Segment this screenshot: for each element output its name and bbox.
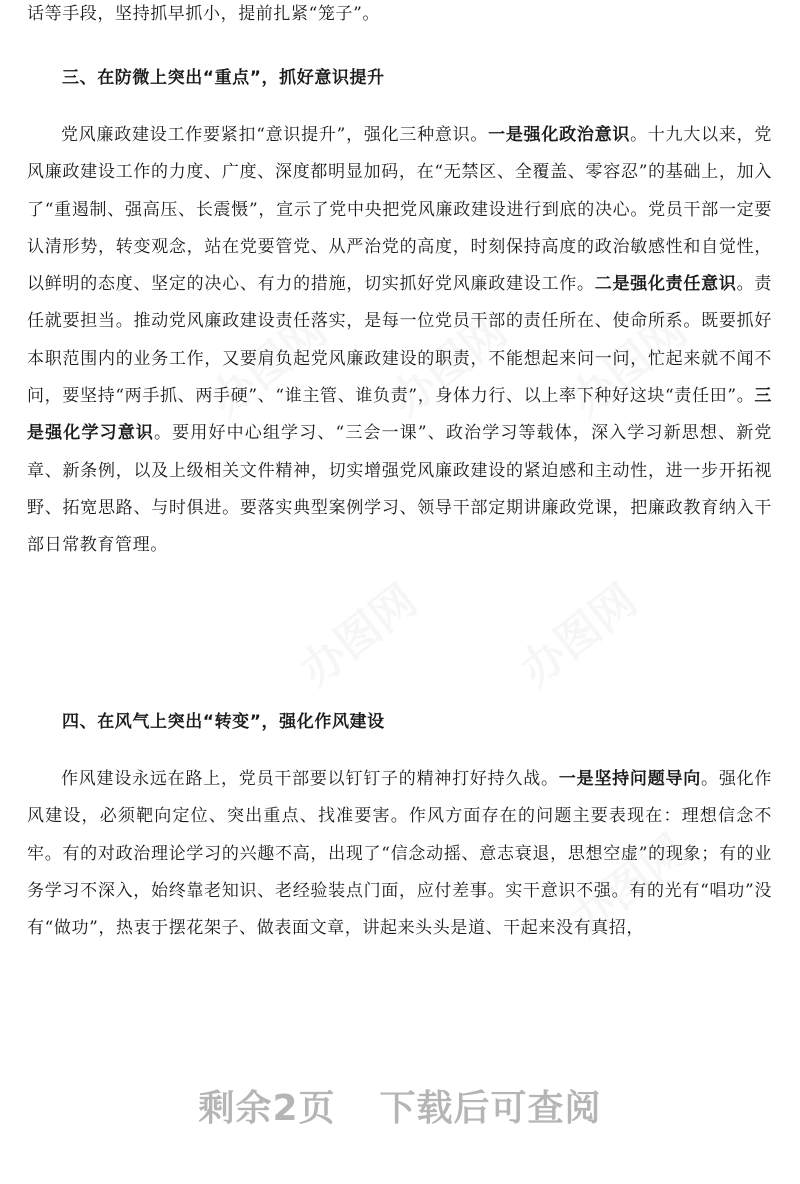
- watermark: 办图网: [561, 824, 697, 947]
- emphasis-responsibility-awareness: 二是强化责任意识: [594, 274, 737, 295]
- section-4-paragraph: 作风建设永远在路上，党员干部要以钉钉子的精神打好持久战。一是坚持问题导向。强化作风建设，必须靶向定位、突出重点、找准要害。作风方面存在的问题主要表现在：理想信念不牢。有的对政治理论学习的兴趣不高，出现了“信念动摇、意志衰退，思想空虚”的现象；有的业务学习不深入，始终靠老知识、老经验装点门面，应付差事。实干意识不强。有的光有“唱功”没有“做功”，热衷于摆花架子、做表面文章，讲起来头头是道、干起来没有真招，: [27, 769, 772, 939]
- watermark: 办图网: [201, 304, 337, 427]
- watermark: 办图网: [561, 304, 697, 427]
- download-to-read-label: 下载后可查阅: [379, 1088, 602, 1129]
- continued-paragraph: 话等手段，坚持抓早抓小，提前扎紧“笼子”。: [27, 4, 380, 24]
- emphasis-problem-oriented: 一是坚持问题导向: [558, 769, 702, 789]
- section-heading-3: 三、在防微上突出“重点”，抓好意识提升: [62, 68, 385, 88]
- watermark: 办图网: [511, 574, 647, 697]
- section-heading-4: 四、在风气上突出“转变”，强化作风建设: [62, 712, 385, 732]
- remaining-pages-label: 剩余2页: [198, 1088, 336, 1129]
- emphasis-political-awareness: 一是强化政治意识: [488, 125, 631, 145]
- watermark: 办图网: [381, 304, 517, 427]
- watermark: 办图网: [291, 574, 427, 697]
- emphasis-learning-awareness: 三是强化学习意识: [27, 386, 772, 444]
- download-prompt[interactable]: [0, 1080, 800, 1131]
- section-3-paragraph: 党风廉政建设工作要紧扣“意识提升”，强化三种意识。一是强化政治意识。十九大以来，党风廉政建设工作的力度、广度、深度都明显加码，在“无禁区、全覆盖、零容忍”的基础上，加入了“重遏制、强高压、长震慑”，宣示了党中央把党风廉政建设进行到底的决心。党员干部一定要认清形势，转变观念，站在党要管党、从严治党的高度，时刻保持高度的政治敏感性和自觉性，以鲜明的态度、坚定的决心、有力的措施，切实抓好党风廉政建设工作。二是强化责任意识。责任就要担当。推动党风廉政建设责任落实，是每一位党员干部的责任所在、使命所系。既要抓好本职范围内的业务工作，又要肩负起党风廉政建设的职责，不能想起来问一问，忙起来就不闻不问，要坚持“两手抓、两手硬”、“谁主管、谁负责”，身体力行、以上率下种好这块“责任田”。三是强化学习意识。要用好中心组学习、“三会一课”、政治学习等载体，深入学习新思想、新党章、新条例，以及上级相关文件精神，切实增强党风廉政建设的紧迫感和主动性，进一步开拓视野、拓宽思路、与时俱进。要落实典型案例学习、领导干部定期讲廉政党课，把廉政教育纳入干部日常教育管理。: [27, 125, 772, 556]
